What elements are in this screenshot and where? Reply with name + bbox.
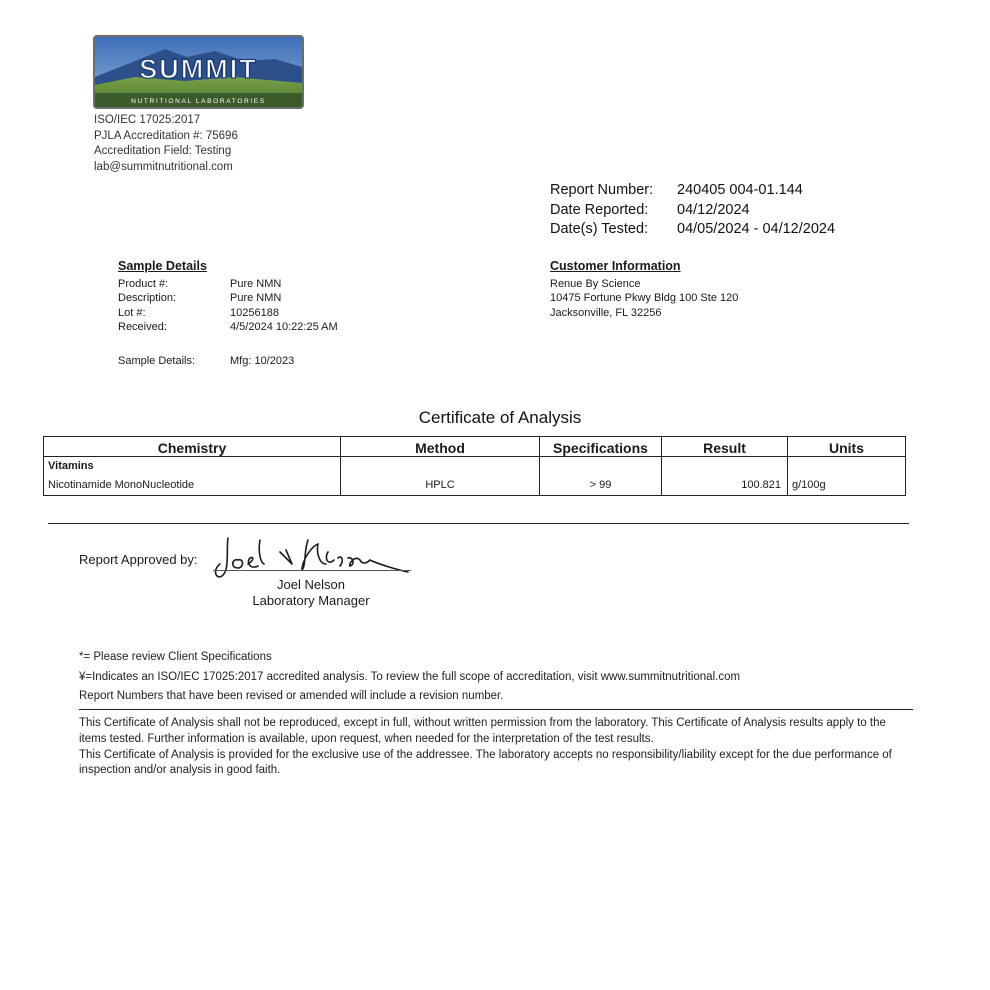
table-header-row	[44, 437, 906, 457]
report-number-label: Report Number:	[550, 182, 654, 198]
sample-details-title: Sample Details	[118, 259, 207, 273]
dates-tested-label: Date(s) Tested:	[550, 221, 649, 237]
header-specifications: Specifications	[540, 437, 662, 457]
sample-extra-value: Mfg: 10/2023	[230, 355, 295, 367]
units-value: g/100g	[792, 479, 826, 491]
cell-units	[788, 457, 906, 496]
report-meta	[550, 181, 835, 240]
sample-extra-label: Sample Details:	[118, 355, 196, 367]
disclaimer	[79, 716, 909, 779]
cell-method	[341, 457, 540, 496]
note-line: *= Please review Client Specifications	[79, 651, 272, 663]
divider	[79, 709, 913, 710]
customer-address: 10475 Fortune Pkwy Bldg 100 Ste 120	[550, 292, 739, 304]
lab-iso: ISO/IEC 17025:2017	[94, 114, 201, 126]
sample-field-value: 10256188	[230, 306, 279, 319]
sample-field-row	[118, 306, 338, 321]
sample-details	[118, 259, 338, 335]
header-chemistry: Chemistry	[44, 437, 341, 457]
dates-tested-value: 04/05/2024 - 04/12/2024	[677, 221, 836, 237]
date-reported-value: 04/12/2024	[677, 201, 750, 218]
lab-info	[94, 113, 238, 176]
disclaimer-paragraph: This Certificate of Analysis is provided for the exclusive use of the addressee. The laboratory accepts no responsibility/liability except for the due performance of inspection and/or analysis in good faith.	[79, 748, 892, 777]
customer-city: Jacksonville, FL 32256	[550, 306, 662, 319]
sample-field-label: Lot #:	[118, 306, 146, 319]
certificate-title: Certificate of Analysis	[418, 408, 582, 427]
header-units: Units	[788, 437, 906, 457]
approved-by-label: Report Approved by:	[79, 552, 198, 567]
date-reported-row	[550, 201, 835, 221]
specification-value: > 99	[589, 479, 612, 491]
table-row	[44, 457, 906, 496]
sample-field-label: Description:	[118, 292, 177, 304]
results-table	[43, 436, 905, 496]
sample-field-value: Pure NMN	[230, 292, 282, 304]
cell-specification	[540, 457, 662, 496]
customer-information-title: Customer Information	[550, 259, 681, 273]
disclaimer-paragraph: This Certificate of Analysis shall not be reproduced, except in full, without written permission from the laboratory. This Certificate of Analysis results apply to the items tested. Further information is available, upon request, when needed for the interpretation of the test results.	[79, 717, 886, 745]
sample-extra-row	[118, 355, 294, 367]
header-result: Result	[662, 437, 788, 457]
note-line: ¥=Indicates an ISO/IEC 17025:2017 accredited analysis. To review the full scope of accreditation, visit www.summitnutritional.com	[79, 670, 741, 683]
report-number-value: 240405 004-01.144	[677, 182, 803, 198]
sample-field-row	[118, 320, 338, 335]
logo-subtitle: NUTRITIONAL LABORATORIES	[131, 98, 266, 105]
summit-logo	[93, 35, 304, 109]
lab-email[interactable]: lab@summitnutritional.com	[94, 161, 233, 174]
cell-result	[662, 457, 788, 496]
signer-block	[230, 577, 392, 608]
cell-chemistry	[44, 457, 341, 496]
header-method: Method	[341, 437, 540, 457]
dates-tested-row	[550, 220, 835, 240]
mountain-logo-graphic	[95, 37, 302, 107]
sample-field-row	[118, 291, 338, 306]
signature-image	[208, 530, 413, 580]
date-reported-label: Date Reported:	[550, 201, 649, 218]
category-label: Vitamins	[48, 460, 94, 472]
note-line: Report Numbers that have been revised or amended will include a revision number.	[79, 690, 504, 702]
notes	[79, 648, 740, 707]
report-number-row	[550, 181, 835, 201]
sample-field-label: Received:	[118, 321, 167, 333]
sample-field-value: 4/5/2024 10:22:25 AM	[230, 321, 338, 333]
signer-title: Laboratory Manager	[252, 592, 370, 608]
signer-name: Joel Nelson	[277, 577, 345, 592]
divider	[48, 523, 909, 524]
analyte-name: Nicotinamide MonoNucleotide	[48, 479, 195, 491]
lab-accreditation: PJLA Accreditation #: 75696	[94, 129, 238, 142]
customer-information	[550, 259, 738, 320]
sample-field-row	[118, 277, 338, 292]
logo-wordmark: SUMMIT	[139, 54, 258, 84]
result-value: 100.821	[741, 479, 781, 491]
lab-accreditation-field: Accreditation Field: Testing	[94, 145, 232, 158]
sample-field-value: Pure NMN	[230, 277, 282, 290]
signature-line	[213, 570, 411, 571]
sample-field-label: Product #:	[118, 277, 169, 290]
customer-name: Renue By Science	[550, 277, 641, 290]
method-value: HPLC	[425, 479, 455, 491]
